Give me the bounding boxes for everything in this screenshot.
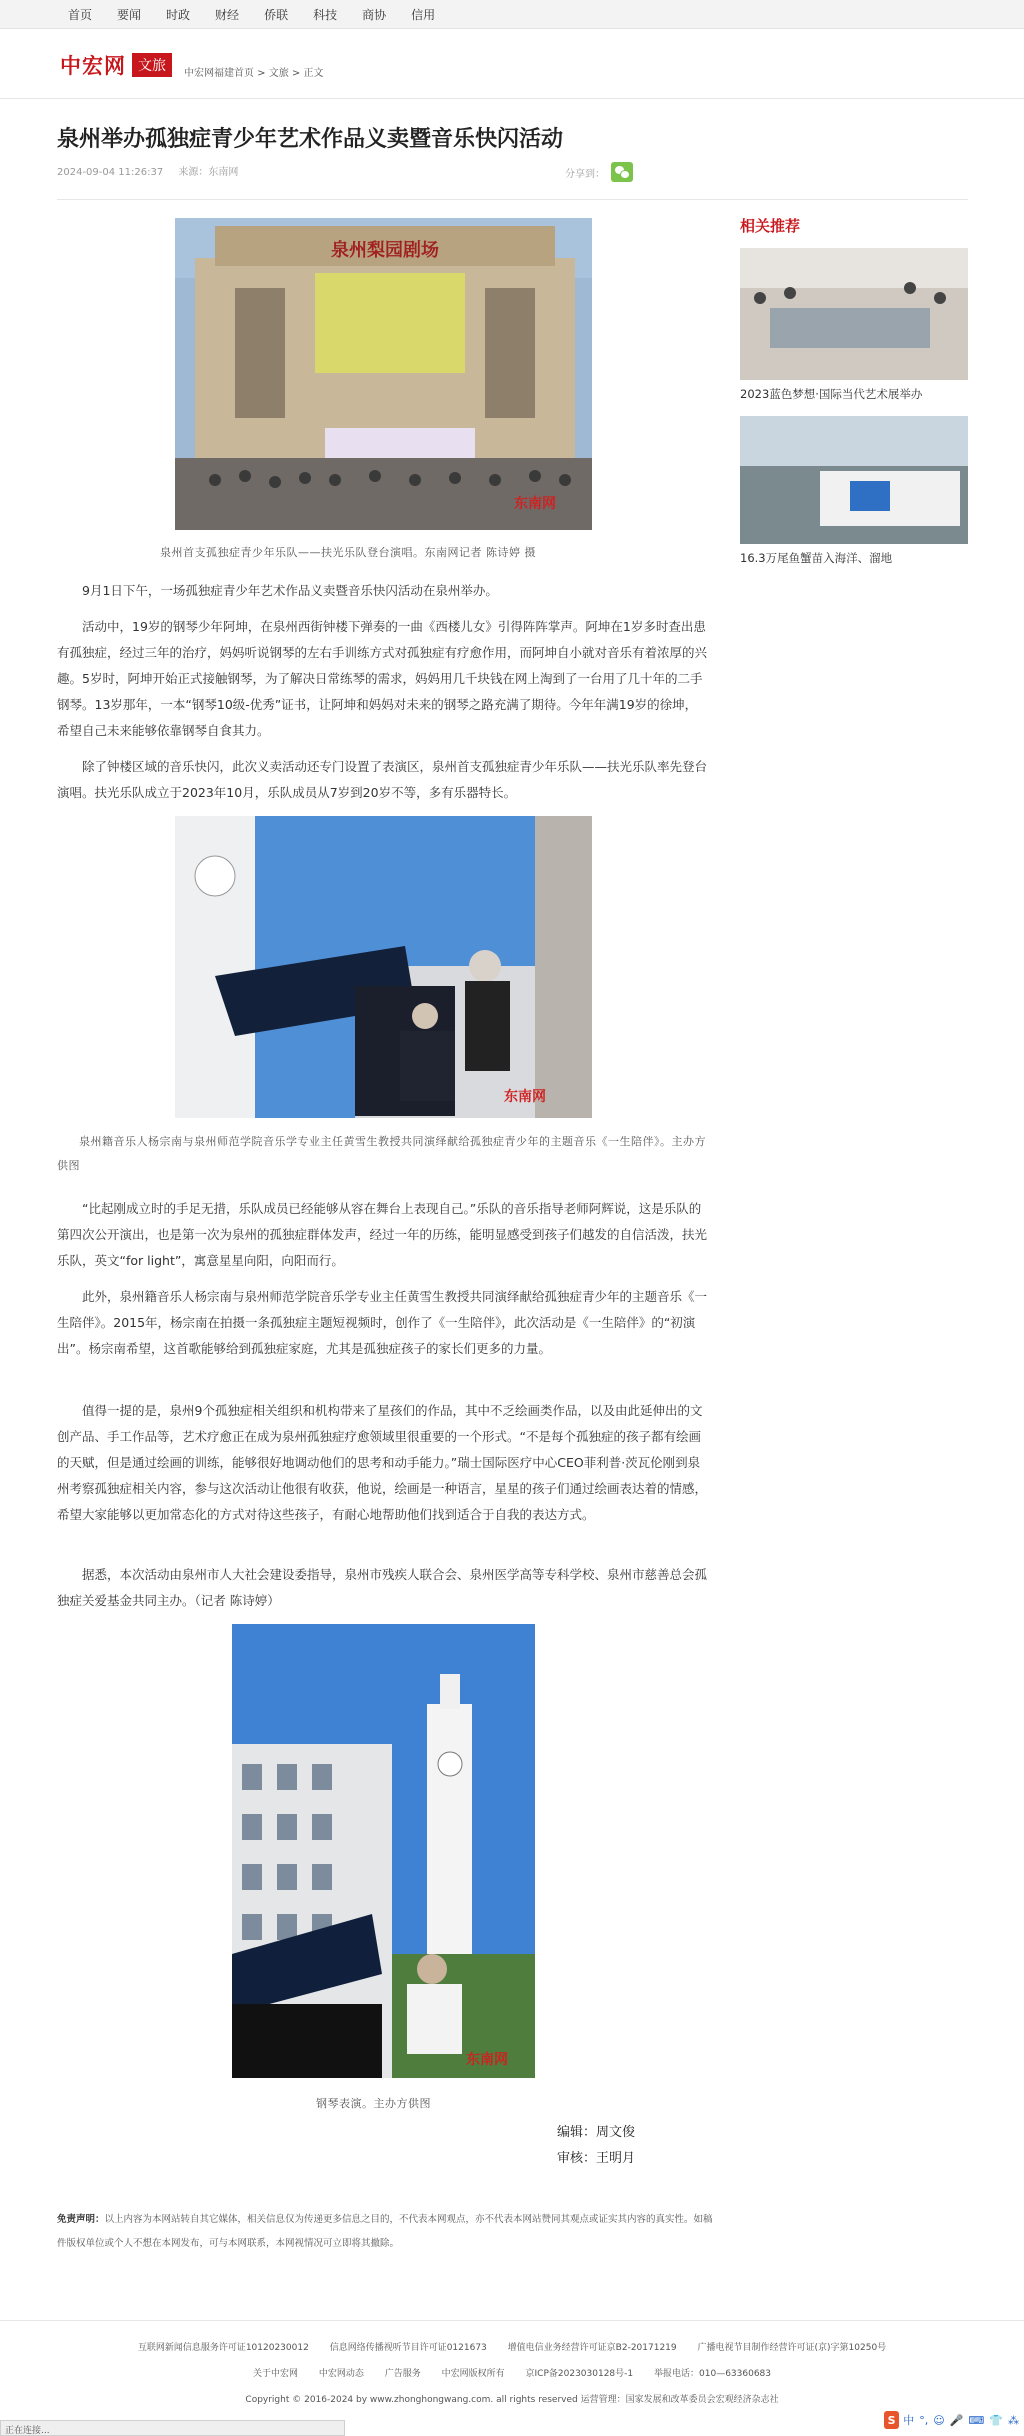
breadcrumb-separator: > (254, 68, 269, 79)
nav-news[interactable]: 要闻 (117, 8, 142, 22)
article-source: 来源：东南网 (178, 167, 239, 178)
ime-keyboard-icon[interactable]: ⌨ (968, 2413, 985, 2427)
ime-toolbar[interactable] (884, 2410, 1024, 2430)
wechat-share-icon[interactable] (611, 162, 633, 182)
sogou-ime-icon[interactable]: S (884, 2411, 899, 2429)
article-photo-piano-duet (175, 816, 592, 1118)
photo-caption-theater: 泉州首支孤独症青少年乐队——扶光乐队登台演唱。东南网记者 陈诗婷 摄 (160, 546, 536, 559)
breadcrumb-separator: > (288, 68, 304, 79)
nav-tech[interactable]: 科技 (313, 8, 338, 22)
breadcrumb-current: 正文 (303, 68, 324, 79)
nav-politics[interactable]: 时政 (166, 8, 191, 22)
article-date: 2024-09-04 11:26:37 (57, 167, 164, 178)
related-caption-2[interactable]: 16.3万尾鱼蟹苗入海洋、溜地 (740, 551, 893, 565)
article-editor: 编辑：周文俊 (557, 2125, 636, 2140)
article-paragraph-6: 值得一提的是，泉州9个孤独症相关组织和机构带来了星孩们的作品，其中不乏绘画类作品，以及由此延伸出的文创产品、手工作品等，艺术疗愈正在成为泉州孤独症疗愈领域里很重要的一个形式。“不是每个孤独症的孩子都有绘画的天赋，但是通过绘画的训练，能够很好地调动他们的思考和动手能力。”瑞士国际医疗中心CEO菲利普·茨瓦伦刚到泉州考察孤独症相关内容，参与这次活动让他很有收获，他说，绘画是一种语言，星星的孩子们通过绘画表达着的情感，希望大家能够以更加常态化的方式对待这些孩子，有耐心地帮助他们找到适合于自我的表达方式。 (57, 1403, 708, 1522)
ime-tools-icon[interactable]: ⁂ (1008, 2413, 1019, 2427)
browser-status-bar: 正在连接... (0, 2420, 345, 2436)
sidebar-title: 相关推荐 (740, 217, 801, 235)
watermark-logo: 东南网 (514, 496, 556, 512)
ime-chinese-mode[interactable]: 中 (903, 2414, 915, 2427)
nav-finance[interactable]: 财经 (215, 8, 240, 22)
footer-license-1: 互联网新闻信息服务许可证10120230012 (137, 2343, 309, 2353)
breadcrumb-home[interactable]: 中宏网福建首页 (184, 68, 254, 79)
nav-business[interactable]: 商协 (362, 8, 387, 22)
footer-license-3: 增值电信业务经营许可证京B2-20171219 (507, 2343, 677, 2353)
logo-channel: 文旅 (132, 53, 172, 77)
breadcrumb (184, 64, 324, 79)
footer-icp[interactable]: 京ICP备2023030128号-1 (525, 2369, 634, 2379)
footer-link-news[interactable]: 中宏网动态 (318, 2369, 364, 2379)
footer-divider (0, 2320, 1024, 2321)
piano-solo-photo-image (232, 1624, 535, 2078)
logo-brand: 中宏网 (60, 53, 126, 78)
disclaimer-label: 免责声明： (57, 2214, 105, 2225)
ime-punctuation-icon[interactable]: °, (919, 2413, 929, 2427)
footer-links (0, 2366, 1024, 2379)
nav-overseas[interactable]: 侨联 (264, 8, 289, 22)
photo-caption-piano-solo: 钢琴表演。主办方供图 (316, 2097, 431, 2110)
disclaimer-text: 以上内容为本网站转自其它媒体，相关信息仅为传递更多信息之目的，不代表本网观点，亦不代表本网站赞同其观点或证实其内容的真实性。如稿件版权单位或个人不想在本网发布，可与本网联系，本网视情况可立即将其撤除。 (57, 2214, 713, 2249)
article-paragraph-7: 据悉，本次活动由泉州市人大社会建设委指导，泉州市残疾人联合会、泉州医学高等专科学校、泉州市慈善总会孤独症关爱基金共同主办。（记者 陈诗婷） (57, 1567, 708, 1608)
footer-link-about[interactable]: 关于中宏网 (252, 2369, 298, 2379)
article-photo-piano-solo (232, 1624, 535, 2078)
theater-sign-text: 泉州梨园剧场 (331, 240, 439, 261)
share-bar (565, 162, 633, 182)
nav-home[interactable]: 首页 (68, 8, 93, 22)
title-divider (57, 199, 968, 200)
site-logo[interactable] (60, 50, 172, 80)
related-image-1[interactable] (740, 248, 968, 380)
footer-copyright: Copyright © 2016-2024 by www.zhonghongwang.com. all rights reserved 运营管理：国家发展和改革委员会宏观经济杂志社 (245, 2395, 779, 2405)
article-reviewer: 审核：王明月 (557, 2151, 636, 2166)
disclaimer (57, 2208, 717, 2256)
footer-link-ads[interactable]: 广告服务 (384, 2369, 421, 2379)
header-divider (0, 98, 1024, 99)
article-paragraph-4: “比起刚成立时的手足无措，乐队成员已经能够从容在舞台上表现自己。”乐队的音乐指导老师阿辉说，这是乐队的第四次公开演出，也是第一次为泉州的孤独症群体发声，经过一年的历练，能明显感受到孩子们越发的自信活泼，扶光乐队，英文“for light”，寓意星星向阳，向阳而行。 (57, 1201, 708, 1268)
article-paragraph-5: 此外，泉州籍音乐人杨宗南与泉州师范学院音乐学专业主任黄雪生教授共同演绎献给孤独症青少年的主题音乐《一生陪伴》。2015年，杨宗南在拍摄一条孤独症主题短视频时，创作了《一生陪伴》，此次活动是《一生陪伴》的“初演出”。杨宗南希望，这首歌能够给到孤独症家庭，尤其是孤独症孩子的家长们更多的力量。 (57, 1289, 708, 1356)
footer-licenses (0, 2340, 1024, 2353)
footer-license-2: 信息网络传播视听节目许可证0121673 (329, 2343, 487, 2353)
share-label: 分享到： (565, 168, 605, 180)
ime-emoji-icon[interactable]: ☺ (933, 2413, 945, 2427)
ime-voice-icon[interactable]: 🎤 (949, 2413, 964, 2427)
article-paragraph-2: 活动中，19岁的钢琴少年阿坤，在泉州西街钟楼下弹奏的一曲《西楼儿女》引得阵阵掌声。阿坤在1岁多时查出患有孤独症，经过三年的治疗，妈妈听说钢琴的左右手训练方式对孤独症有疗愈作用，而阿坤自小就对音乐有着浓厚的兴趣。5岁时，阿坤开始正式接触钢琴，为了解决日常练琴的需求，妈妈用几千块钱在网上淘到了一台用了几十年的二手钢琴。13岁那年，一本“钢琴10级-优秀”证书，让阿坤和妈妈对未来的钢琴之路充满了期待。今年年满19岁的徐坤，希望自己未来能够依靠钢琴自食其力。 (57, 619, 708, 738)
watermark-logo: 东南网 (466, 2052, 508, 2068)
article-paragraph-3: 除了钟楼区域的音乐快闪，此次义卖活动还专门设置了表演区，泉州首支孤独症青少年乐队——扶光乐队率先登台演唱。扶光乐队成立于2023年10月，乐队成员从7岁到20岁不等，多有乐器特长。 (57, 759, 708, 800)
breadcrumb-channel[interactable]: 文旅 (268, 68, 289, 79)
footer-report-phone: 举报电话：010—63360683 (654, 2369, 772, 2379)
watermark-logo: 东南网 (504, 1089, 546, 1105)
theater-photo-image (175, 218, 592, 530)
article-signatures (557, 2120, 635, 2172)
top-bar (0, 0, 1024, 29)
related-image-2[interactable] (740, 416, 968, 544)
related-photo-1 (740, 248, 968, 380)
footer-copyright-owner: 中宏网版权所有 (441, 2369, 505, 2379)
article-photo-theater (175, 218, 592, 530)
nav-credit[interactable]: 信用 (411, 8, 436, 22)
ime-skin-icon[interactable]: 👕 (989, 2413, 1003, 2427)
piano-duet-photo-image (175, 816, 592, 1118)
article-meta (57, 163, 250, 178)
photo-caption-piano-duet: 泉州籍音乐人杨宗南与泉州师范学院音乐学专业主任黄雪生教授共同演绎献给孤独症青少年的主题音乐《一生陪伴》。主办方供图 (57, 1135, 706, 1172)
related-caption-1[interactable]: 2023蓝色梦想·国际当代艺术展举办 (740, 387, 923, 401)
footer-license-4: 广播电视节目制作经营许可证(京)字第10250号 (697, 2343, 887, 2353)
top-nav (68, 8, 460, 22)
article-paragraph-1: 9月1日下午，一场孤独症青少年艺术作品义卖暨音乐快闪活动在泉州举办。 (82, 583, 498, 598)
article-title: 泉州举办孤独症青少年艺术作品义卖暨音乐快闪活动 (57, 127, 564, 152)
related-photo-2 (740, 416, 968, 544)
